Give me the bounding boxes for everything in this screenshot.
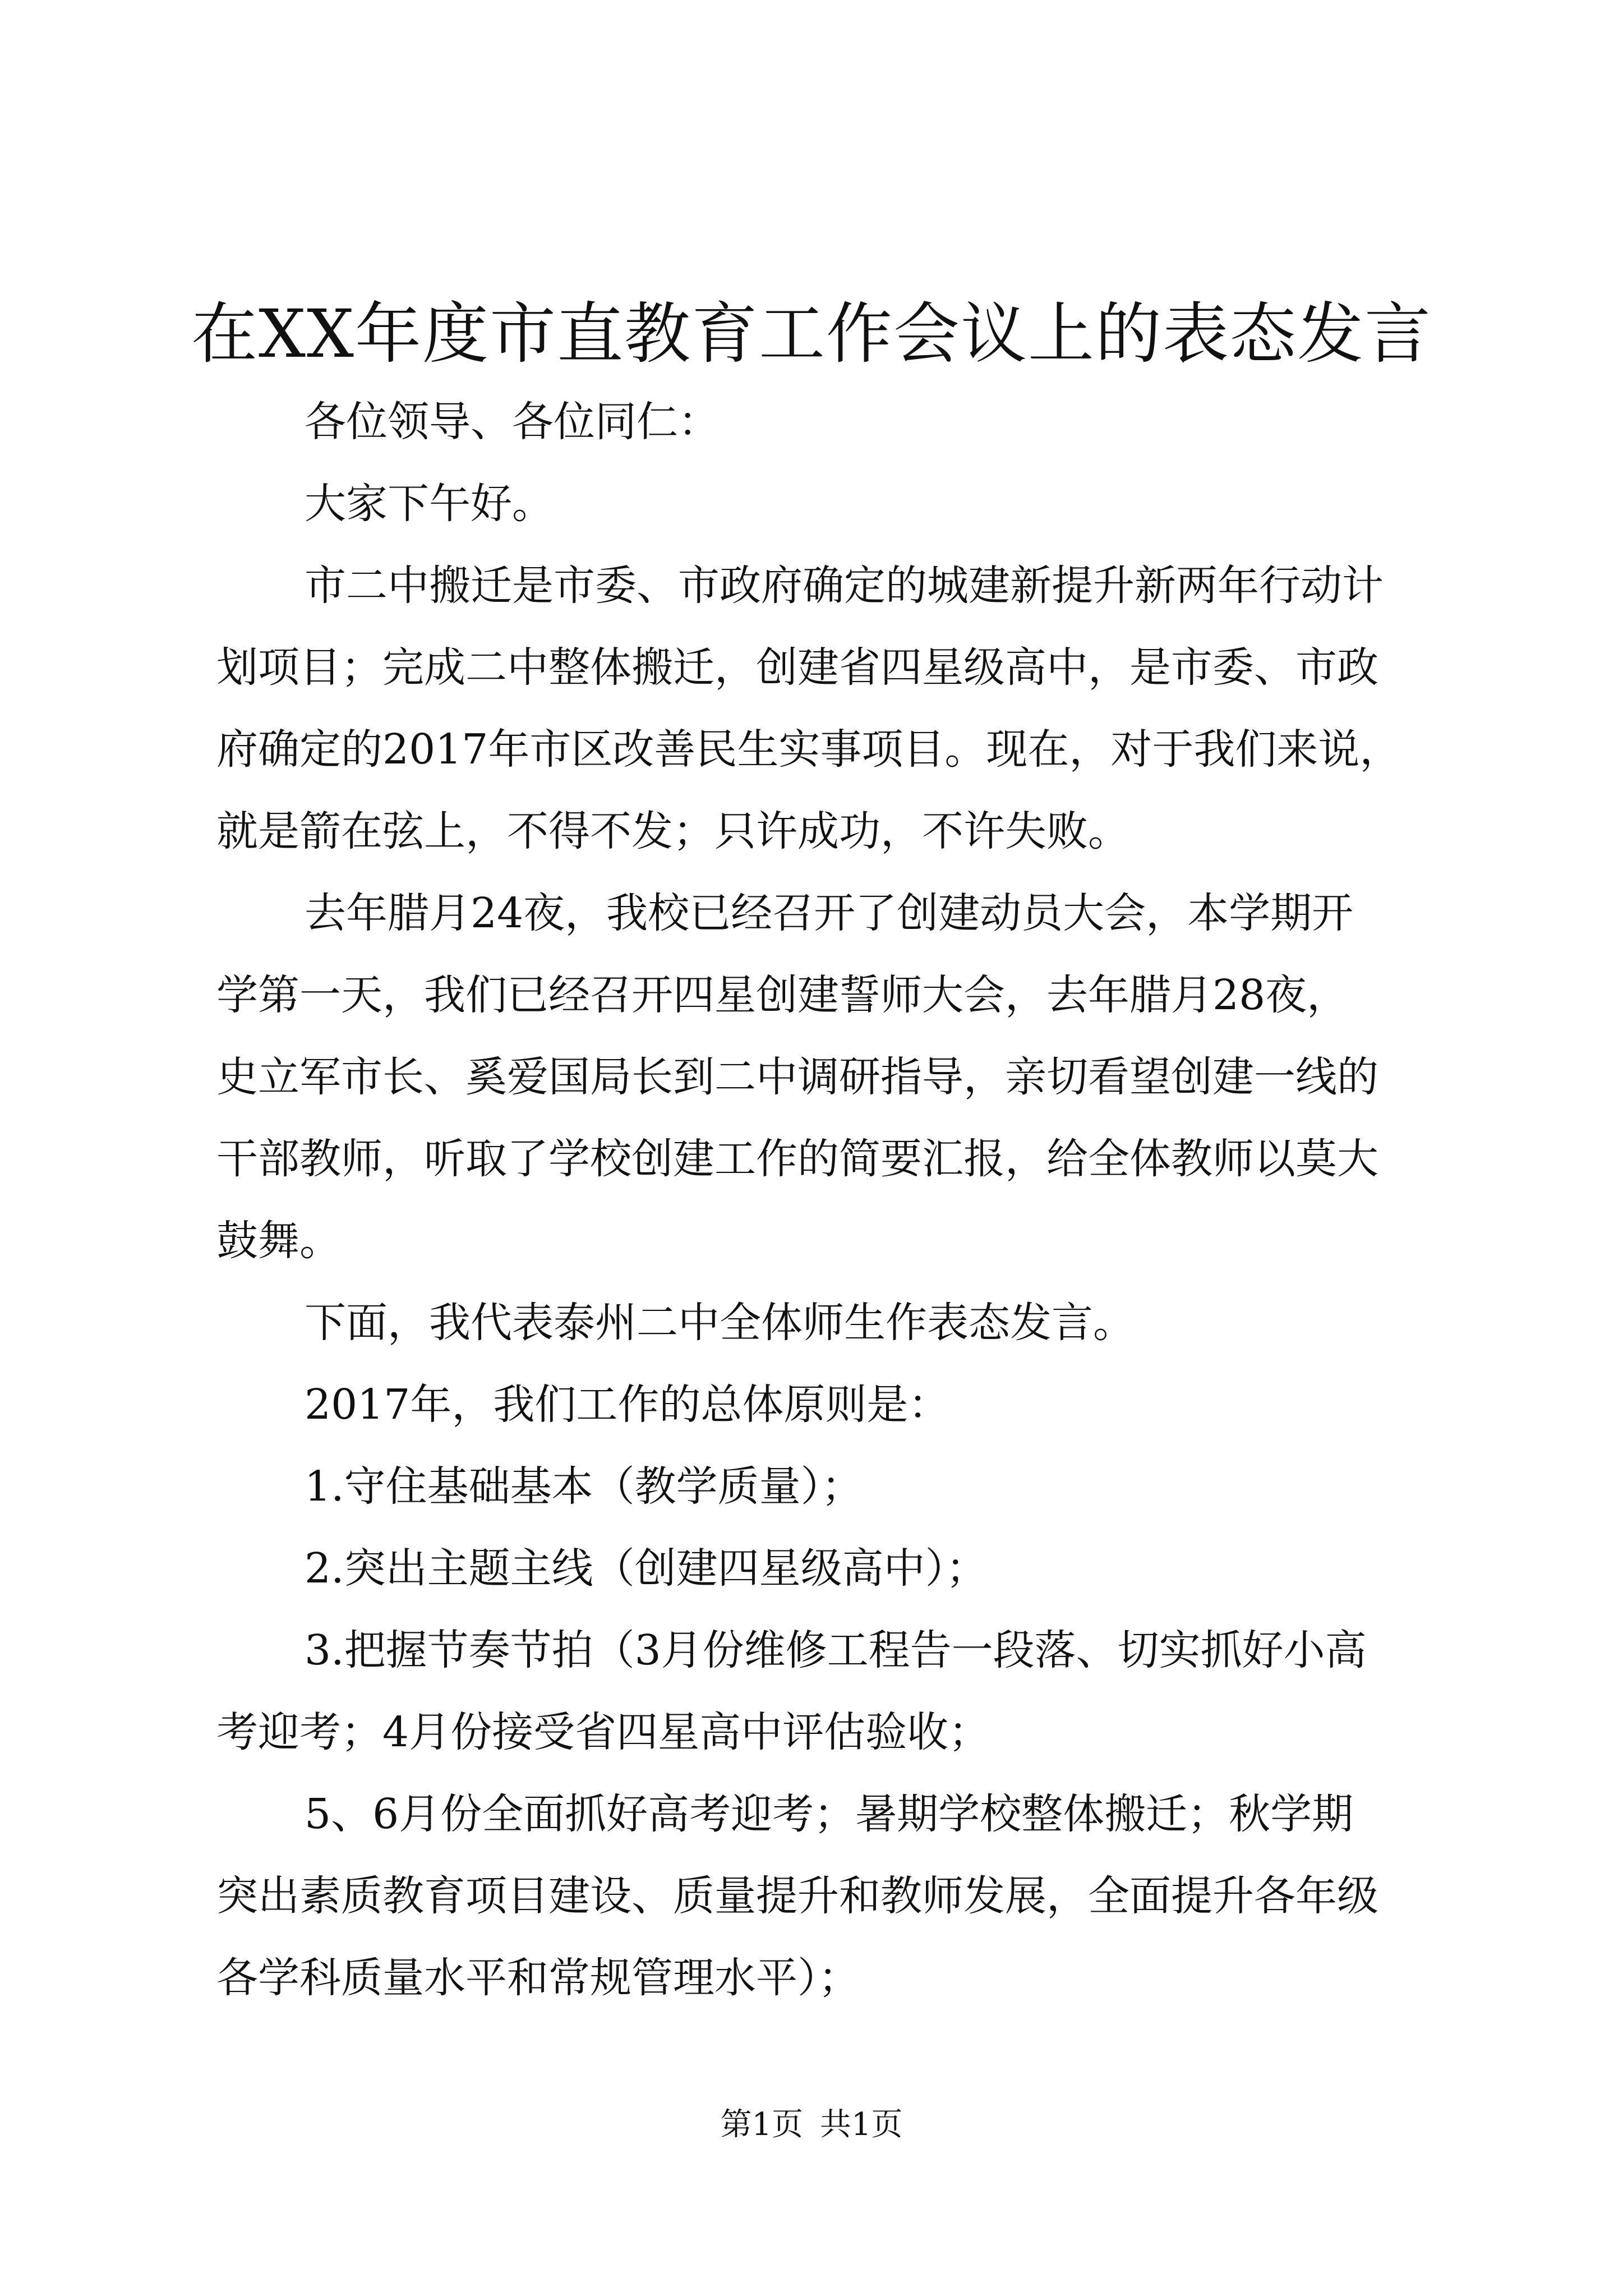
paragraph-line: 下面，我代表泰州二中全体师生作表态发言。: [305, 1299, 1135, 1347]
paragraph-line: 3.把握节奏节拍（3月份维修工程告一段落、切实抓好小高: [305, 1626, 1367, 1674]
document-title: 在XX年度市直教育工作会议上的表态发言: [191, 295, 1432, 372]
paragraph-line: 鼓舞。: [216, 1217, 341, 1265]
paragraph-line: 史立军市长、奚爱国局长到二中调研指导，亲切看望创建一线的: [216, 1053, 1378, 1101]
page-footer: [0, 2102, 1623, 2147]
paragraph-line: 干部教师，听取了学校创建工作的简要汇报，给全体教师以莫大: [216, 1135, 1378, 1183]
paragraph-line: 划项目；完成二中整体搬迁，创建省四星级高中，是市委、市政: [216, 643, 1378, 692]
paragraph-line: 考迎考；4月份接受省四星高中评估验收；: [216, 1708, 990, 1756]
paragraph-line: 各位领导、各位同仁：: [305, 398, 720, 446]
paragraph-line: 学第一天，我们已经召开四星创建誓师大会，去年腊月28夜，: [216, 971, 1349, 1019]
paragraph-line: 1.守住基础基本（教学质量）；: [305, 1462, 863, 1511]
paragraph-line: 就是箭在弦上，不得不发；只许成功，不许失败。: [216, 807, 1129, 855]
page-total: 共1页: [819, 2106, 903, 2143]
paragraph-line: 突出素质教育项目建设、质量提升和教师发展，全面提升各年级: [216, 1872, 1378, 1920]
paragraph-line: 府确定的2017年市区改善民生实事项目。现在，对于我们来说，: [216, 725, 1401, 774]
paragraph-line: 5、6月份全面抓好高考迎考；暑期学校整体搬迁；秋学期: [305, 1790, 1354, 1838]
paragraph-line: 2.突出主题主线（创建四星级高中）；: [305, 1544, 988, 1593]
paragraph-line: 大家下午好。: [305, 480, 554, 528]
paragraph-line: 2017年，我们工作的总体原则是：: [305, 1381, 950, 1429]
paragraph-line: 去年腊月24夜，我校已经召开了创建动员大会，本学期开: [305, 889, 1354, 937]
paragraph-line: 市二中搬迁是市委、市政府确定的城建新提升新两年行动计: [305, 562, 1384, 610]
paragraph-line: 各学科质量水平和常规管理水平）；: [216, 1954, 860, 2002]
page-number: 第1页: [720, 2106, 804, 2143]
